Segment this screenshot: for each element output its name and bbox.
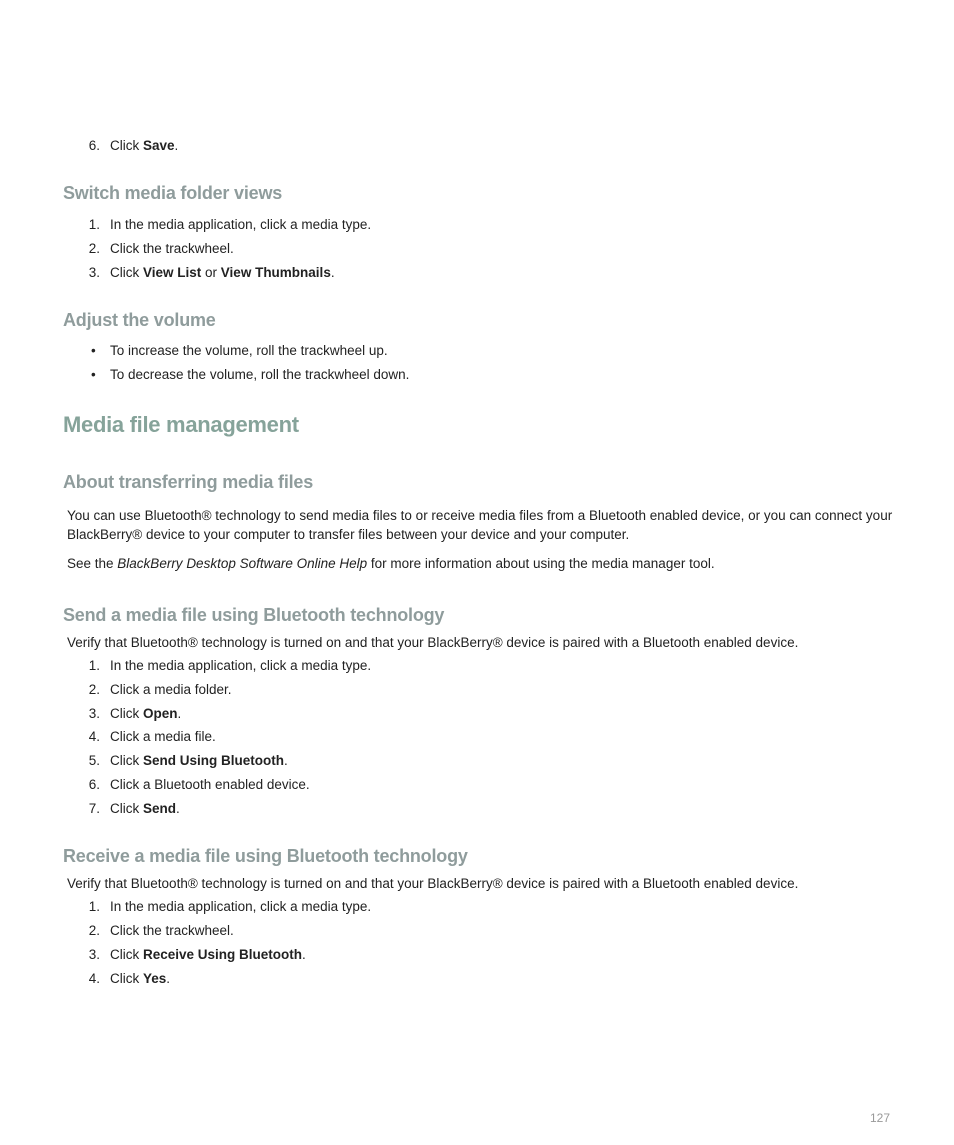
paragraph-send-prereq: Verify that Bluetooth® technology is turned on and that your BlackBerry® device is paired with a Bluetooth enabled device. xyxy=(67,635,799,650)
step-text-pre: Click xyxy=(110,265,143,280)
step-text: Click the trackwheel. xyxy=(110,241,234,256)
step-number: 3. xyxy=(88,947,100,962)
list-item-text: To increase the volume, roll the trackwheel up. xyxy=(110,343,388,358)
step-text-post: . xyxy=(174,138,179,153)
step-text: Click a media folder. xyxy=(110,682,232,697)
paragraph-text-post: for more information about using the media manager tool. xyxy=(367,556,715,571)
page-number: 127 xyxy=(869,1111,890,1125)
step-text xyxy=(110,752,288,770)
heading-receive-media-file-bluetooth: Receive a media file using Bluetooth technology xyxy=(63,846,468,866)
step-text: Click a Bluetooth enabled device. xyxy=(110,777,310,792)
step-number: 5. xyxy=(88,753,100,768)
step-text xyxy=(110,970,170,988)
step-number: 4. xyxy=(88,729,100,744)
step-text: In the media application, click a media type. xyxy=(110,658,372,673)
step-text xyxy=(110,800,180,818)
step-text-mid: or xyxy=(201,265,221,280)
step-text: In the media application, click a media type. xyxy=(110,899,372,914)
bullet-icon: • xyxy=(91,367,96,382)
step-text: Click a media file. xyxy=(110,729,216,744)
step-text-post: . xyxy=(176,801,180,816)
step-number: 1. xyxy=(88,899,100,914)
step-text-post: . xyxy=(166,971,171,986)
step-number: 3. xyxy=(88,265,100,280)
paragraph-see-help xyxy=(67,554,897,573)
step-text-pre: Click xyxy=(110,706,143,721)
step-number: 1. xyxy=(88,658,100,673)
step-text xyxy=(110,264,335,282)
ui-label-yes: Yes xyxy=(143,971,167,986)
step-number: 1. xyxy=(88,217,100,232)
section-title-media-file-management: Media file management xyxy=(63,412,299,437)
step-text: Click the trackwheel. xyxy=(110,923,234,938)
step-text-pre: Click xyxy=(110,753,143,768)
step-number: 7. xyxy=(88,801,100,816)
step-number: 2. xyxy=(88,241,100,256)
ui-label-send-using-bluetooth: Send Using Bluetooth xyxy=(143,753,284,768)
list-item-text: To decrease the volume, roll the trackwheel down. xyxy=(110,367,410,382)
step-text-pre: Click xyxy=(110,138,143,153)
ui-label-view-thumbnails: View Thumbnails xyxy=(220,265,331,280)
step-number: 3. xyxy=(88,706,100,721)
heading-send-media-file-bluetooth: Send a media file using Bluetooth technology xyxy=(63,605,445,625)
step-text xyxy=(110,705,181,723)
bullet-icon: • xyxy=(91,343,96,358)
ui-label-open: Open xyxy=(143,706,178,721)
paragraph-text-pre: See the xyxy=(67,556,118,571)
step-text-pre: Click xyxy=(110,801,143,816)
ui-label-view-list: View List xyxy=(143,265,202,280)
help-reference: BlackBerry Desktop Software Online Help xyxy=(117,556,368,571)
step-number: 2. xyxy=(88,923,100,938)
paragraph-about-transfer: You can use Bluetooth® technology to send media files to or receive media files from a Bluetooth enabled device, or you can connect your BlackBerry® device to your computer to transfer files between your device and your computer. xyxy=(67,508,893,542)
heading-about-transferring-media-files: About transferring media files xyxy=(63,472,314,492)
step-number: 6. xyxy=(88,138,100,153)
ui-label-send: Send xyxy=(143,801,177,816)
step-text-pre: Click xyxy=(110,971,143,986)
ui-label-receive-using-bluetooth: Receive Using Bluetooth xyxy=(143,947,303,962)
heading-adjust-the-volume: Adjust the volume xyxy=(63,310,216,330)
step-text xyxy=(110,137,178,155)
step-text-post: . xyxy=(284,753,288,768)
heading-switch-media-folder-views: Switch media folder views xyxy=(63,183,283,203)
ui-label-save: Save xyxy=(143,138,175,153)
step-text-post: . xyxy=(302,947,306,962)
step-text-pre: Click xyxy=(110,947,143,962)
step-number: 2. xyxy=(88,682,100,697)
step-text-post: . xyxy=(330,265,335,280)
step-text-post: . xyxy=(177,706,182,721)
step-text: In the media application, click a media type. xyxy=(110,217,372,232)
paragraph-receive-prereq: Verify that Bluetooth® technology is turned on and that your BlackBerry® device is paired with a Bluetooth enabled device. xyxy=(67,876,799,891)
step-text xyxy=(110,946,306,964)
step-number: 6. xyxy=(88,777,100,792)
step-number: 4. xyxy=(88,971,100,986)
